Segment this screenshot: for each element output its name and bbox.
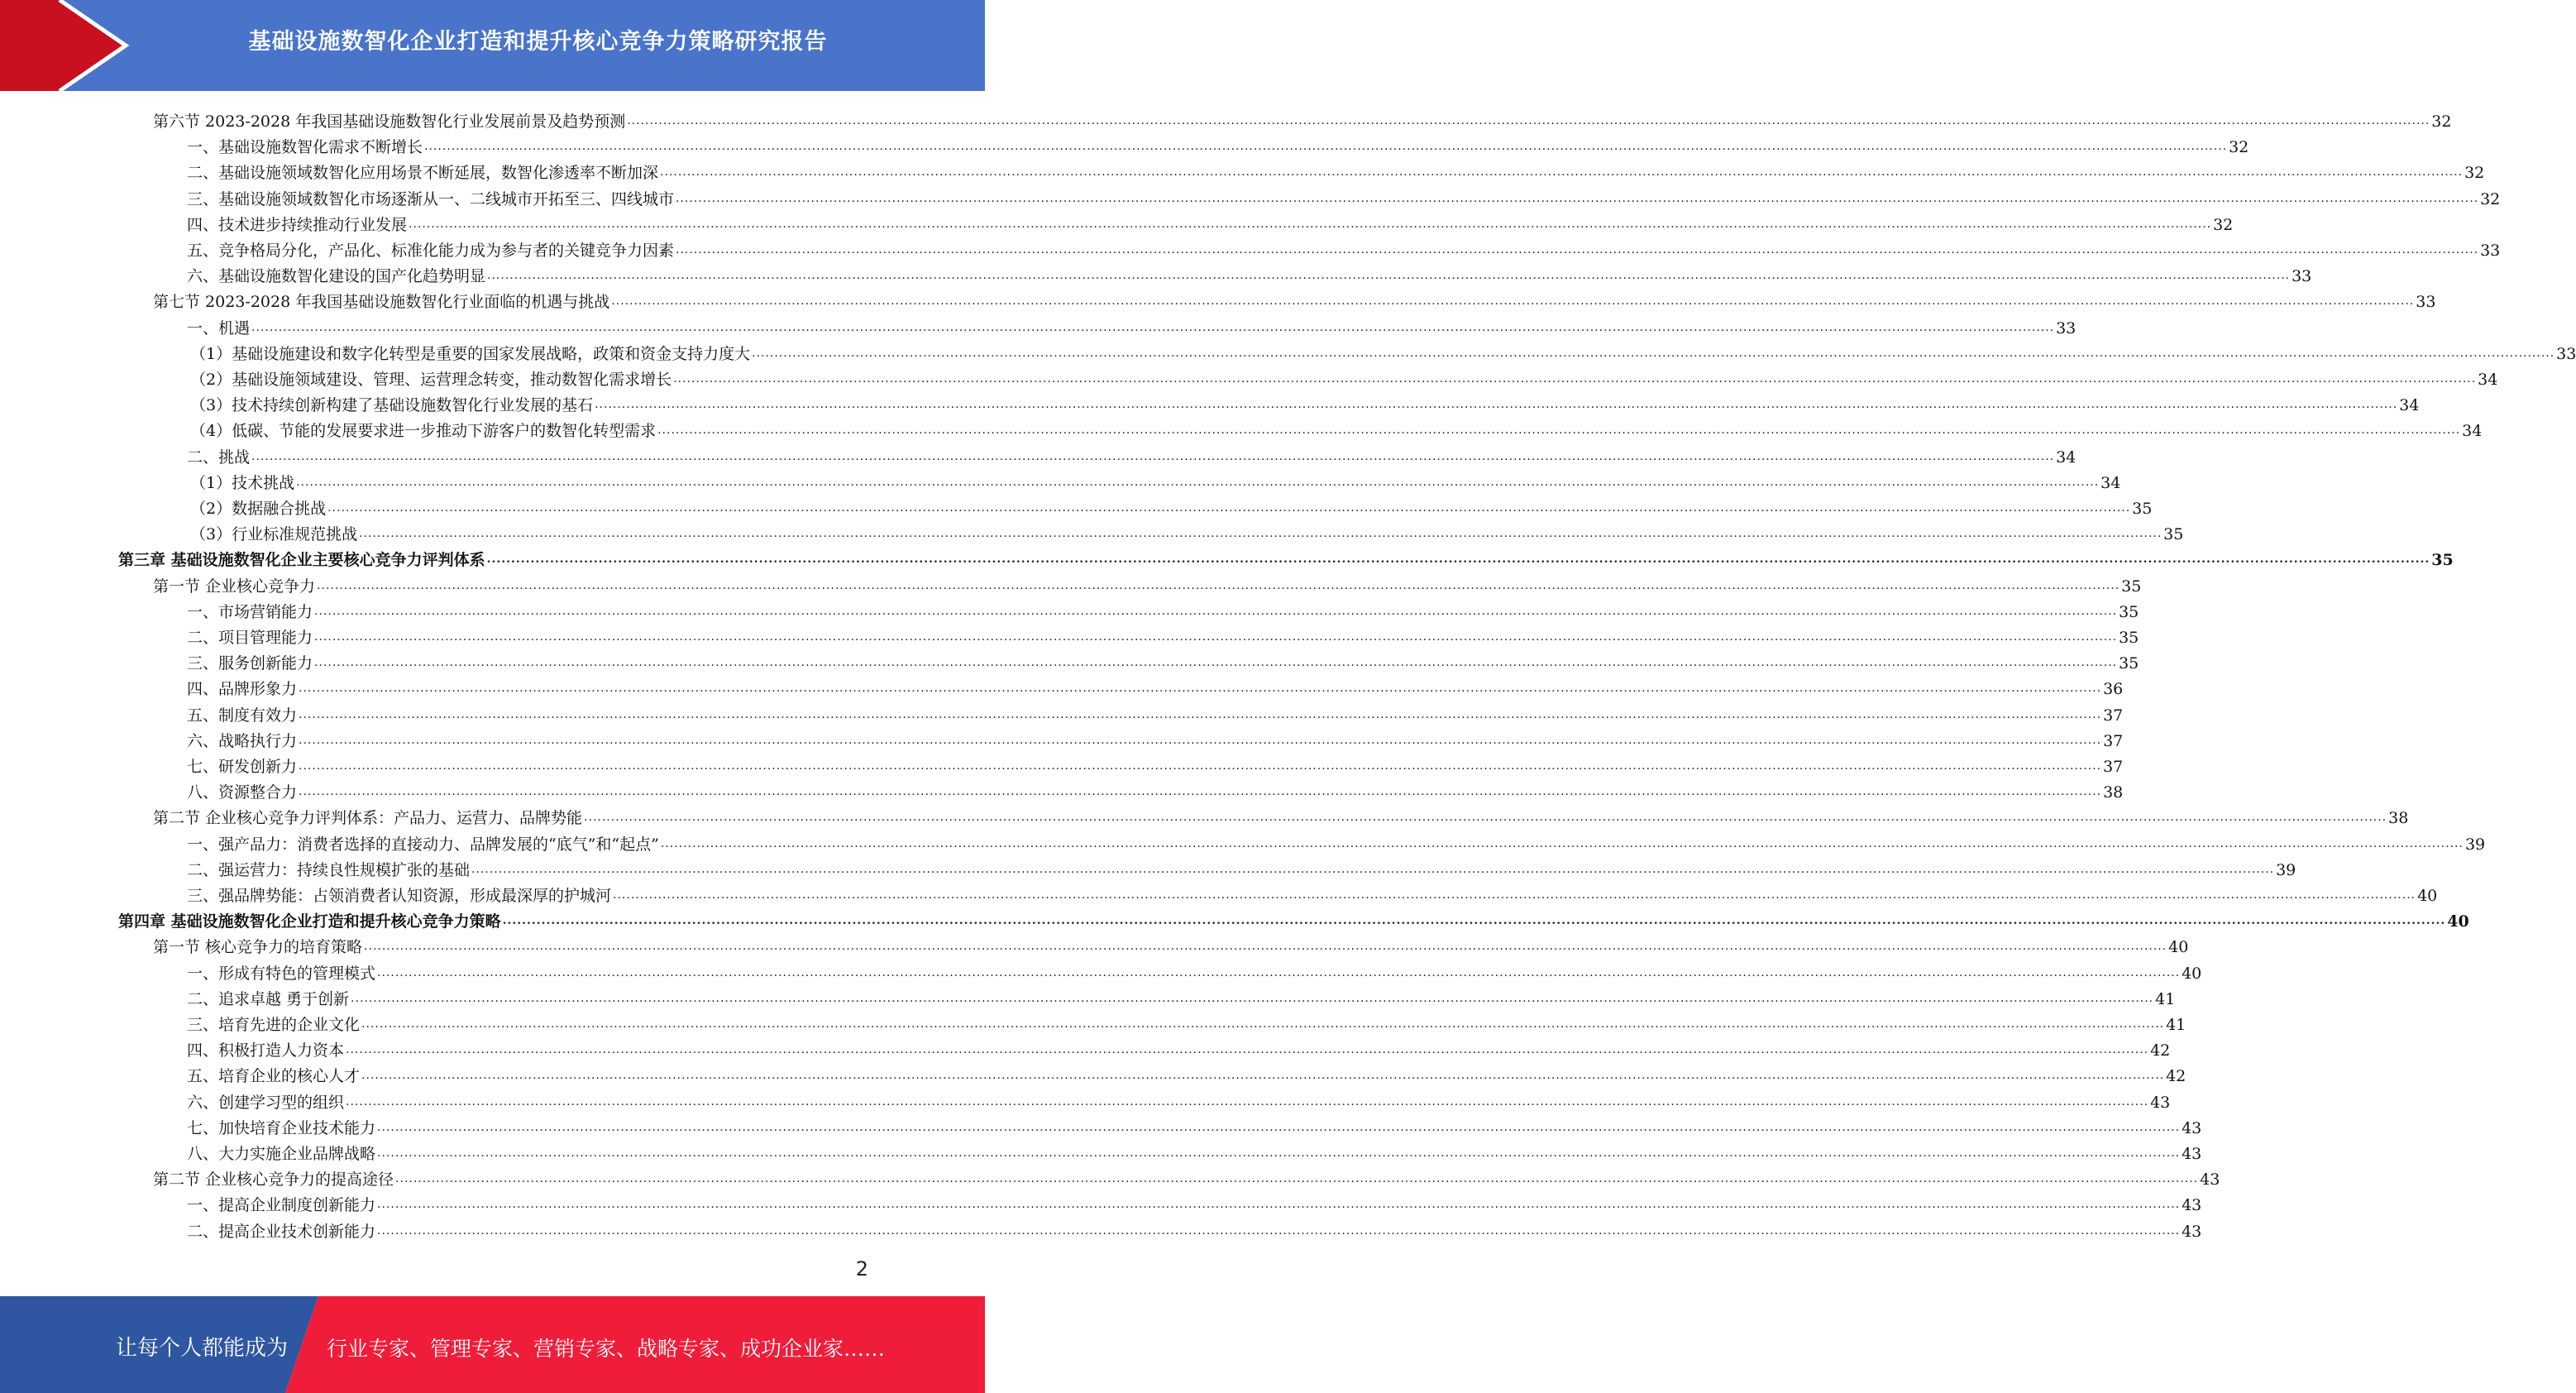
toc-entry-page: 35	[2119, 602, 2139, 621]
toc-entry-page: 32	[2464, 164, 2485, 183]
toc-leader-dots: ................................................................................................................................................................................................................................................................................................................................................................................................................	[409, 217, 2212, 231]
toc-entry	[187, 1113, 2202, 1138]
toc-entry-title: 第一节 企业核心竞争力	[153, 577, 316, 596]
toc-leader-dots: ................................................................................................................................................................................................................................................................................................................................................................................................................	[361, 1017, 2165, 1031]
toc-entry	[187, 596, 2139, 622]
toc-entry-page: 34	[2478, 371, 2498, 389]
toc-entry	[187, 984, 2176, 1009]
toc-entry	[190, 364, 2498, 390]
toc-entry	[153, 931, 2189, 957]
toc-entry	[153, 1164, 2220, 1190]
toc-entry-title: 一、形成有特色的管理模式	[187, 964, 376, 983]
toc-entry	[187, 1060, 2186, 1086]
toc-entry-page: 35	[2121, 577, 2142, 596]
toc-entry-title: （2）数据融合挑战	[190, 500, 327, 518]
toc-leader-dots: ................................................................................................................................................................................................................................................................................................................................................................................................................	[486, 553, 2430, 567]
toc-leader-dots: ................................................................................................................................................................................................................................................................................................................................................................................................................	[251, 449, 2055, 463]
toc-leader-dots: ................................................................................................................................................................................................................................................................................................................................................................................................................	[613, 888, 2416, 902]
toc-entry-page: 43	[2182, 1118, 2202, 1137]
toc-entry-title: 八、大力实施企业品牌战略	[187, 1145, 376, 1163]
toc-entry-title: 五、培育企业的核心人才	[187, 1067, 361, 1086]
toc-entry-title: 第二节 企业核心竞争力的提高途径	[153, 1170, 394, 1190]
toc-leader-dots: ................................................................................................................................................................................................................................................................................................................................................................................................................	[611, 294, 2415, 309]
toc-entry	[190, 415, 2483, 441]
toc-entry	[187, 1087, 2171, 1113]
toc-leader-dots: ................................................................................................................................................................................................................................................................................................................................................................................................................	[424, 140, 2228, 154]
toc-leader-dots: ................................................................................................................................................................................................................................................................................................................................................................................................................	[317, 578, 2120, 592]
toc-entry	[190, 390, 2420, 415]
toc-entry-title: 四、品牌形象力	[187, 680, 298, 699]
toc-entry-page: 43	[2200, 1170, 2220, 1190]
toc-leader-dots: ................................................................................................................................................................................................................................................................................................................................................................................................................	[361, 1069, 2165, 1083]
toc-leader-dots: ................................................................................................................................................................................................................................................................................................................................................................................................................	[351, 991, 2154, 1005]
toc-entry	[118, 544, 2454, 570]
toc-entry-page: 34	[2056, 448, 2077, 467]
toc-entry-title: 七、研发创新力	[187, 758, 298, 776]
toc-entry	[187, 700, 2124, 725]
toc-entry-page: 32	[2431, 112, 2452, 131]
toc-entry-title: （2）基础设施领域建设、管理、运营理念转变，推动数智化需求增长	[190, 371, 672, 389]
toc-leader-dots: ................................................................................................................................................................................................................................................................................................................................................................................................................	[377, 1120, 2181, 1134]
toc-entry-page: 42	[2150, 1041, 2171, 1060]
toc-entry-title: 二、基础设施领域数智化应用场景不断延展，数智化渗透率不断加深	[187, 164, 659, 183]
toc-entry	[187, 958, 2202, 984]
toc-leader-dots: ................................................................................................................................................................................................................................................................................................................................................................................................................	[364, 940, 2167, 954]
toc-entry-title: 五、制度有效力	[187, 706, 298, 725]
toc-entry-title: 一、机遇	[187, 318, 251, 337]
toc-entry-title: （3）技术持续创新构建了基础设施数智化行业发展的基石	[190, 396, 594, 415]
toc-entry	[187, 622, 2139, 648]
toc-entry-page: 37	[2103, 706, 2124, 725]
toc-entry-page: 33	[2416, 293, 2436, 312]
toc-entry	[187, 132, 2249, 157]
toc-entry	[187, 261, 2312, 286]
toc-entry-title: 二、追求卓越 勇于创新	[187, 989, 350, 1008]
toc-entry	[187, 829, 2486, 854]
footer-slogan-right: 行业专家、管理专家、营销专家、战略专家、成功企业家……	[327, 1337, 886, 1361]
toc-leader-dots: ................................................................................................................................................................................................................................................................................................................................................................................................................	[676, 191, 2479, 205]
toc-entry	[187, 1009, 2186, 1035]
toc-entry-page: 40	[2447, 912, 2469, 931]
toc-entry-page: 41	[2155, 989, 2176, 1008]
toc-entry-title: 七、加快培育企业技术能力	[187, 1118, 376, 1137]
toc-entry	[187, 442, 2077, 467]
toc-leader-dots: ................................................................................................................................................................................................................................................................................................................................................................................................................	[377, 965, 2181, 979]
toc-leader-dots: ................................................................................................................................................................................................................................................................................................................................................................................................................	[657, 424, 2461, 438]
toc-entry	[153, 571, 2142, 596]
toc-leader-dots: ................................................................................................................................................................................................................................................................................................................................................................................................................	[314, 630, 2118, 644]
toc-entry-page: 33	[2292, 267, 2312, 286]
toc-entry	[187, 725, 2124, 751]
toc-leader-dots: ................................................................................................................................................................................................................................................................................................................................................................................................................	[251, 320, 2055, 334]
toc-entry-page: 40	[2417, 887, 2438, 905]
toc-entry-title: 二、强运营力：持续良性规模扩张的基础	[187, 860, 471, 879]
toc-entry-page: 41	[2166, 1016, 2186, 1034]
toc-entry-page: 43	[2182, 1196, 2202, 1215]
toc-entry	[187, 751, 2124, 777]
toc-leader-dots: ................................................................................................................................................................................................................................................................................................................................................................................................................	[377, 1198, 2181, 1212]
toc-entry-page: 32	[2480, 189, 2501, 208]
toc-entry-title: 第六节 2023-2028 年我国基础设施数智化行业发展前景及趋势预测	[153, 112, 626, 131]
toc-entry-page: 34	[2100, 473, 2121, 492]
toc-entry-page: 34	[2399, 396, 2420, 415]
toc-leader-dots: ................................................................................................................................................................................................................................................................................................................................................................................................................	[314, 604, 2118, 618]
toc-entry-title: 五、竞争格局分化，产品化、标准化能力成为参与者的关键竞争力因素	[187, 242, 675, 260]
toc-entry-page: 39	[2276, 860, 2296, 879]
toc-entry-title: 六、创建学习型的组织	[187, 1093, 345, 1112]
toc-entry	[187, 313, 2077, 338]
page-header	[0, 0, 985, 91]
toc-entry	[187, 854, 2296, 880]
toc-entry	[187, 673, 2124, 699]
toc-entry-title: 三、强品牌势能：占领消费者认知资源，形成最深厚的护城河	[187, 887, 612, 905]
toc-leader-dots: ................................................................................................................................................................................................................................................................................................................................................................................................................	[299, 707, 2102, 721]
toc-entry-page: 35	[2431, 551, 2454, 570]
toc-entry-page: 32	[2229, 138, 2249, 157]
toc-leader-dots: ................................................................................................................................................................................................................................................................................................................................................................................................................	[346, 1094, 2149, 1108]
toc-entry-title: （4）低碳、节能的发展要求进一步推动下游客户的数智化转型需求	[190, 422, 657, 441]
toc-leader-dots: ................................................................................................................................................................................................................................................................................................................................................................................................................	[296, 475, 2100, 489]
toc-entry	[187, 235, 2501, 261]
toc-entry	[190, 519, 2184, 544]
toc-leader-dots: ................................................................................................................................................................................................................................................................................................................................................................................................................	[346, 1043, 2149, 1057]
toc-leader-dots: ................................................................................................................................................................................................................................................................................................................................................................................................................	[502, 914, 2446, 928]
toc-leader-dots: ................................................................................................................................................................................................................................................................................................................................................................................................................	[584, 811, 2387, 825]
toc-entry	[187, 1035, 2171, 1060]
toc-entry	[190, 467, 2121, 493]
toc-entry-page: 38	[2388, 809, 2409, 828]
toc-entry-page: 43	[2182, 1222, 2202, 1241]
toc-entry-title: 二、项目管理能力	[187, 629, 313, 647]
toc-entry	[187, 157, 2485, 183]
toc-entry-title: 六、战略执行力	[187, 731, 298, 750]
toc-leader-dots: ................................................................................................................................................................................................................................................................................................................................................................................................................	[299, 759, 2102, 773]
toc-entry-page: 35	[2119, 654, 2139, 673]
toc-entry-page: 38	[2103, 783, 2124, 802]
toc-entry-title: 三、服务创新能力	[187, 654, 313, 673]
toc-leader-dots: ................................................................................................................................................................................................................................................................................................................................................................................................................	[673, 372, 2477, 385]
toc-entry-title: 二、挑战	[187, 448, 251, 467]
toc-entry-page: 40	[2168, 938, 2189, 957]
toc-entry-title: 第四章 基础设施数智化企业打造和提升核心竞争力策略	[118, 912, 501, 931]
toc-entry-title: 第三章 基础设施数智化企业主要核心竞争力评判体系	[118, 551, 485, 570]
footer-slogan-left: 让每个人都能成为	[116, 1336, 289, 1361]
toc-entry-title: 二、提高企业技术创新能力	[187, 1222, 376, 1241]
toc-entry-title: 一、基础设施数智化需求不断增长	[187, 138, 423, 157]
toc-entry-page: 36	[2103, 680, 2124, 699]
toc-entry-page: 37	[2103, 758, 2124, 776]
toc-entry-page: 40	[2182, 964, 2202, 983]
toc-entry-page: 43	[2182, 1145, 2202, 1163]
toc-entry	[187, 184, 2501, 209]
toc-entry-title: 三、培育先进的企业文化	[187, 1016, 361, 1034]
toc-entry-page: 33	[2056, 318, 2077, 337]
toc-leader-dots: ................................................................................................................................................................................................................................................................................................................................................................................................................	[595, 398, 2398, 412]
toc-leader-dots: ................................................................................................................................................................................................................................................................................................................................................................................................................	[314, 656, 2118, 670]
toc-leader-dots: ................................................................................................................................................................................................................................................................................................................................................................................................................	[487, 269, 2291, 283]
toc-entry-title: （1）基础设施建设和数字化转型是重要的国家发展战略，政策和资金支持力度大	[190, 344, 751, 363]
toc-entry-title: 四、积极打造人力资本	[187, 1041, 345, 1060]
toc-entry-title: 四、技术进步持续推动行业发展	[187, 215, 408, 234]
toc-entry-page: 42	[2166, 1067, 2186, 1086]
toc-entry	[187, 209, 2234, 235]
toc-entry	[187, 777, 2124, 802]
toc-entry-page: 35	[2163, 525, 2184, 544]
toc-entry	[187, 880, 2438, 906]
toc-entry-title: 六、基础设施数智化建设的国产化趋势明显	[187, 267, 486, 286]
toc-entry	[190, 338, 2576, 364]
toc-leader-dots: ................................................................................................................................................................................................................................................................................................................................................................................................................	[299, 733, 2102, 747]
page-footer	[0, 1296, 985, 1393]
toc-entry	[153, 106, 2452, 132]
toc-entry-title: 一、提高企业制度创新能力	[187, 1196, 376, 1215]
toc-entry	[153, 286, 2436, 312]
page-number: 2	[855, 1257, 868, 1281]
toc-entry-title: 八、资源整合力	[187, 783, 298, 802]
toc-leader-dots: ................................................................................................................................................................................................................................................................................................................................................................................................................	[299, 682, 2102, 696]
toc-leader-dots: ................................................................................................................................................................................................................................................................................................................................................................................................................	[359, 527, 2163, 541]
toc-entry-page: 33	[2556, 344, 2576, 363]
toc-entry-page: 33	[2480, 242, 2501, 260]
toc-entry-page: 43	[2150, 1093, 2171, 1112]
toc-entry-page: 37	[2103, 731, 2124, 750]
toc-leader-dots: ................................................................................................................................................................................................................................................................................................................................................................................................................	[377, 1146, 2181, 1160]
toc-entry-page: 39	[2464, 835, 2486, 854]
toc-entry-page: 32	[2213, 215, 2234, 234]
toc-leader-dots: ................................................................................................................................................................................................................................................................................................................................................................................................................	[377, 1223, 2181, 1237]
toc-entry-page: 35	[2132, 500, 2153, 518]
toc-entry-title: 第二节 企业核心竞争力评判体系：产品力、运营力、品牌势能	[153, 809, 583, 828]
toc-entry	[187, 1190, 2202, 1215]
toc-leader-dots: ................................................................................................................................................................................................................................................................................................................................................................................................................	[627, 114, 2430, 127]
toc-entry	[187, 648, 2139, 673]
toc-entry-title: （1）技术挑战	[190, 473, 295, 492]
toc-leader-dots: ................................................................................................................................................................................................................................................................................................................................................................................................................	[676, 243, 2479, 256]
toc-entry-title: 三、基础设施领域数智化市场逐渐从一、二线城市开拓至三、四线城市	[187, 189, 675, 208]
toc-leader-dots: ................................................................................................................................................................................................................................................................................................................................................................................................................	[395, 1172, 2199, 1186]
toc-entry-title: 第七节 2023-2028 年我国基础设施数智化行业面临的机遇与挑战	[153, 293, 610, 312]
toc-entry	[187, 1138, 2202, 1164]
report-title: 基础设施数智化企业打造和提升核心竞争力策略研究报告	[248, 29, 828, 55]
toc-entry-title: （3）行业标准规范挑战	[190, 525, 358, 544]
toc-entry-title: 一、市场营销能力	[187, 602, 313, 621]
toc-entry-title: 一、强产品力：消费者选择的直接动力、品牌发展的“底气”和“起点”	[187, 835, 659, 854]
toc-entry-page: 35	[2119, 629, 2139, 647]
toc-entry	[190, 493, 2153, 519]
toc-entry	[153, 802, 2409, 828]
toc-entry	[187, 1216, 2202, 1242]
toc-entry-page: 34	[2462, 422, 2483, 441]
toc-leader-dots: ................................................................................................................................................................................................................................................................................................................................................................................................................	[299, 785, 2102, 799]
toc-leader-dots: ................................................................................................................................................................................................................................................................................................................................................................................................................	[327, 501, 2131, 515]
toc-leader-dots: ................................................................................................................................................................................................................................................................................................................................................................................................................	[660, 836, 2464, 850]
toc-leader-dots: ................................................................................................................................................................................................................................................................................................................................................................................................................	[660, 165, 2464, 180]
toc-entry-title: 第一节 核心竞争力的培育策略	[153, 938, 363, 957]
toc-leader-dots: ................................................................................................................................................................................................................................................................................................................................................................................................................	[471, 862, 2275, 876]
toc-leader-dots: ................................................................................................................................................................................................................................................................................................................................................................................................................	[752, 346, 2555, 360]
toc-entry	[118, 906, 2469, 931]
